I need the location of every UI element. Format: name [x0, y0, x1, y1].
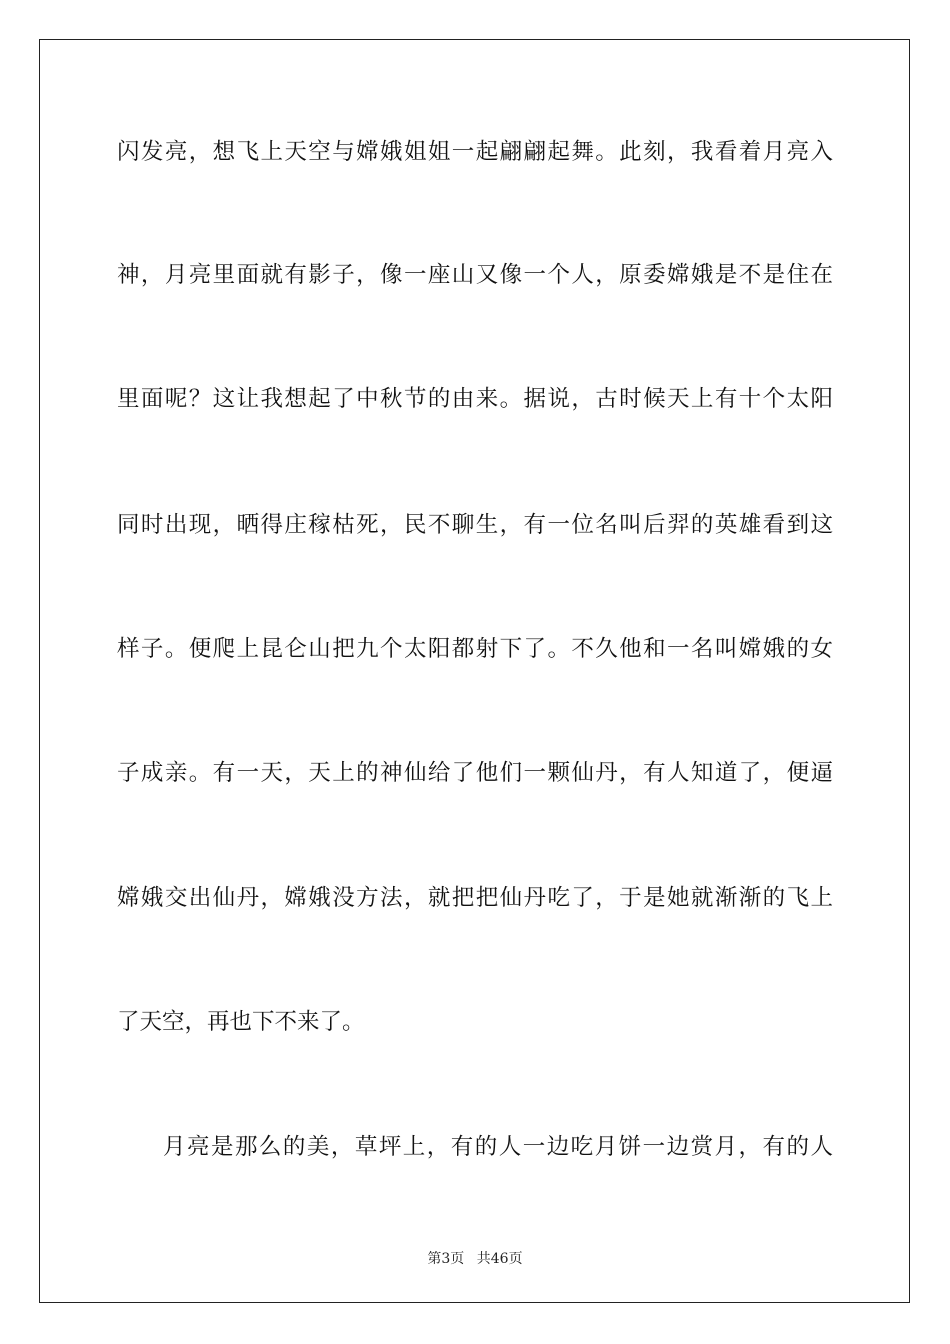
- text-line: 嫦娥交出仙丹，嫦娥没方法，就把把仙丹吃了，于是她就渐渐的飞上: [117, 885, 833, 911]
- paragraph-start-line: 月亮是那么的美，草坪上，有的人一边吃月饼一边赏月，有的人: [163, 1134, 833, 1160]
- text-line: 同时出现，晒得庄稼枯死，民不聊生，有一位名叫后羿的英雄看到这: [117, 512, 833, 538]
- page-footer: [0, 1248, 950, 1268]
- text-line: 里面呢？这让我想起了中秋节的由来。据说，古时候天上有十个太阳: [117, 386, 833, 412]
- text-line: 了天空，再也下不来了。: [117, 1009, 365, 1035]
- page-border: [39, 39, 910, 1303]
- text-line: 样子。便爬上昆仑山把九个太阳都射下了。不久他和一名叫嫦娥的女: [117, 636, 833, 662]
- text-line: 闪发亮，想飞上天空与嫦娥姐姐一起翩翩起舞。此刻，我看着月亮入: [117, 139, 833, 165]
- page-number: 第3页: [427, 1251, 465, 1267]
- text-line: 神，月亮里面就有影子，像一座山又像一个人，原委嫦娥是不是住在: [117, 262, 833, 288]
- page-total: 共46页: [476, 1251, 523, 1267]
- text-line: 子成亲。有一天，天上的神仙给了他们一颗仙丹，有人知道了，便逼: [117, 760, 833, 786]
